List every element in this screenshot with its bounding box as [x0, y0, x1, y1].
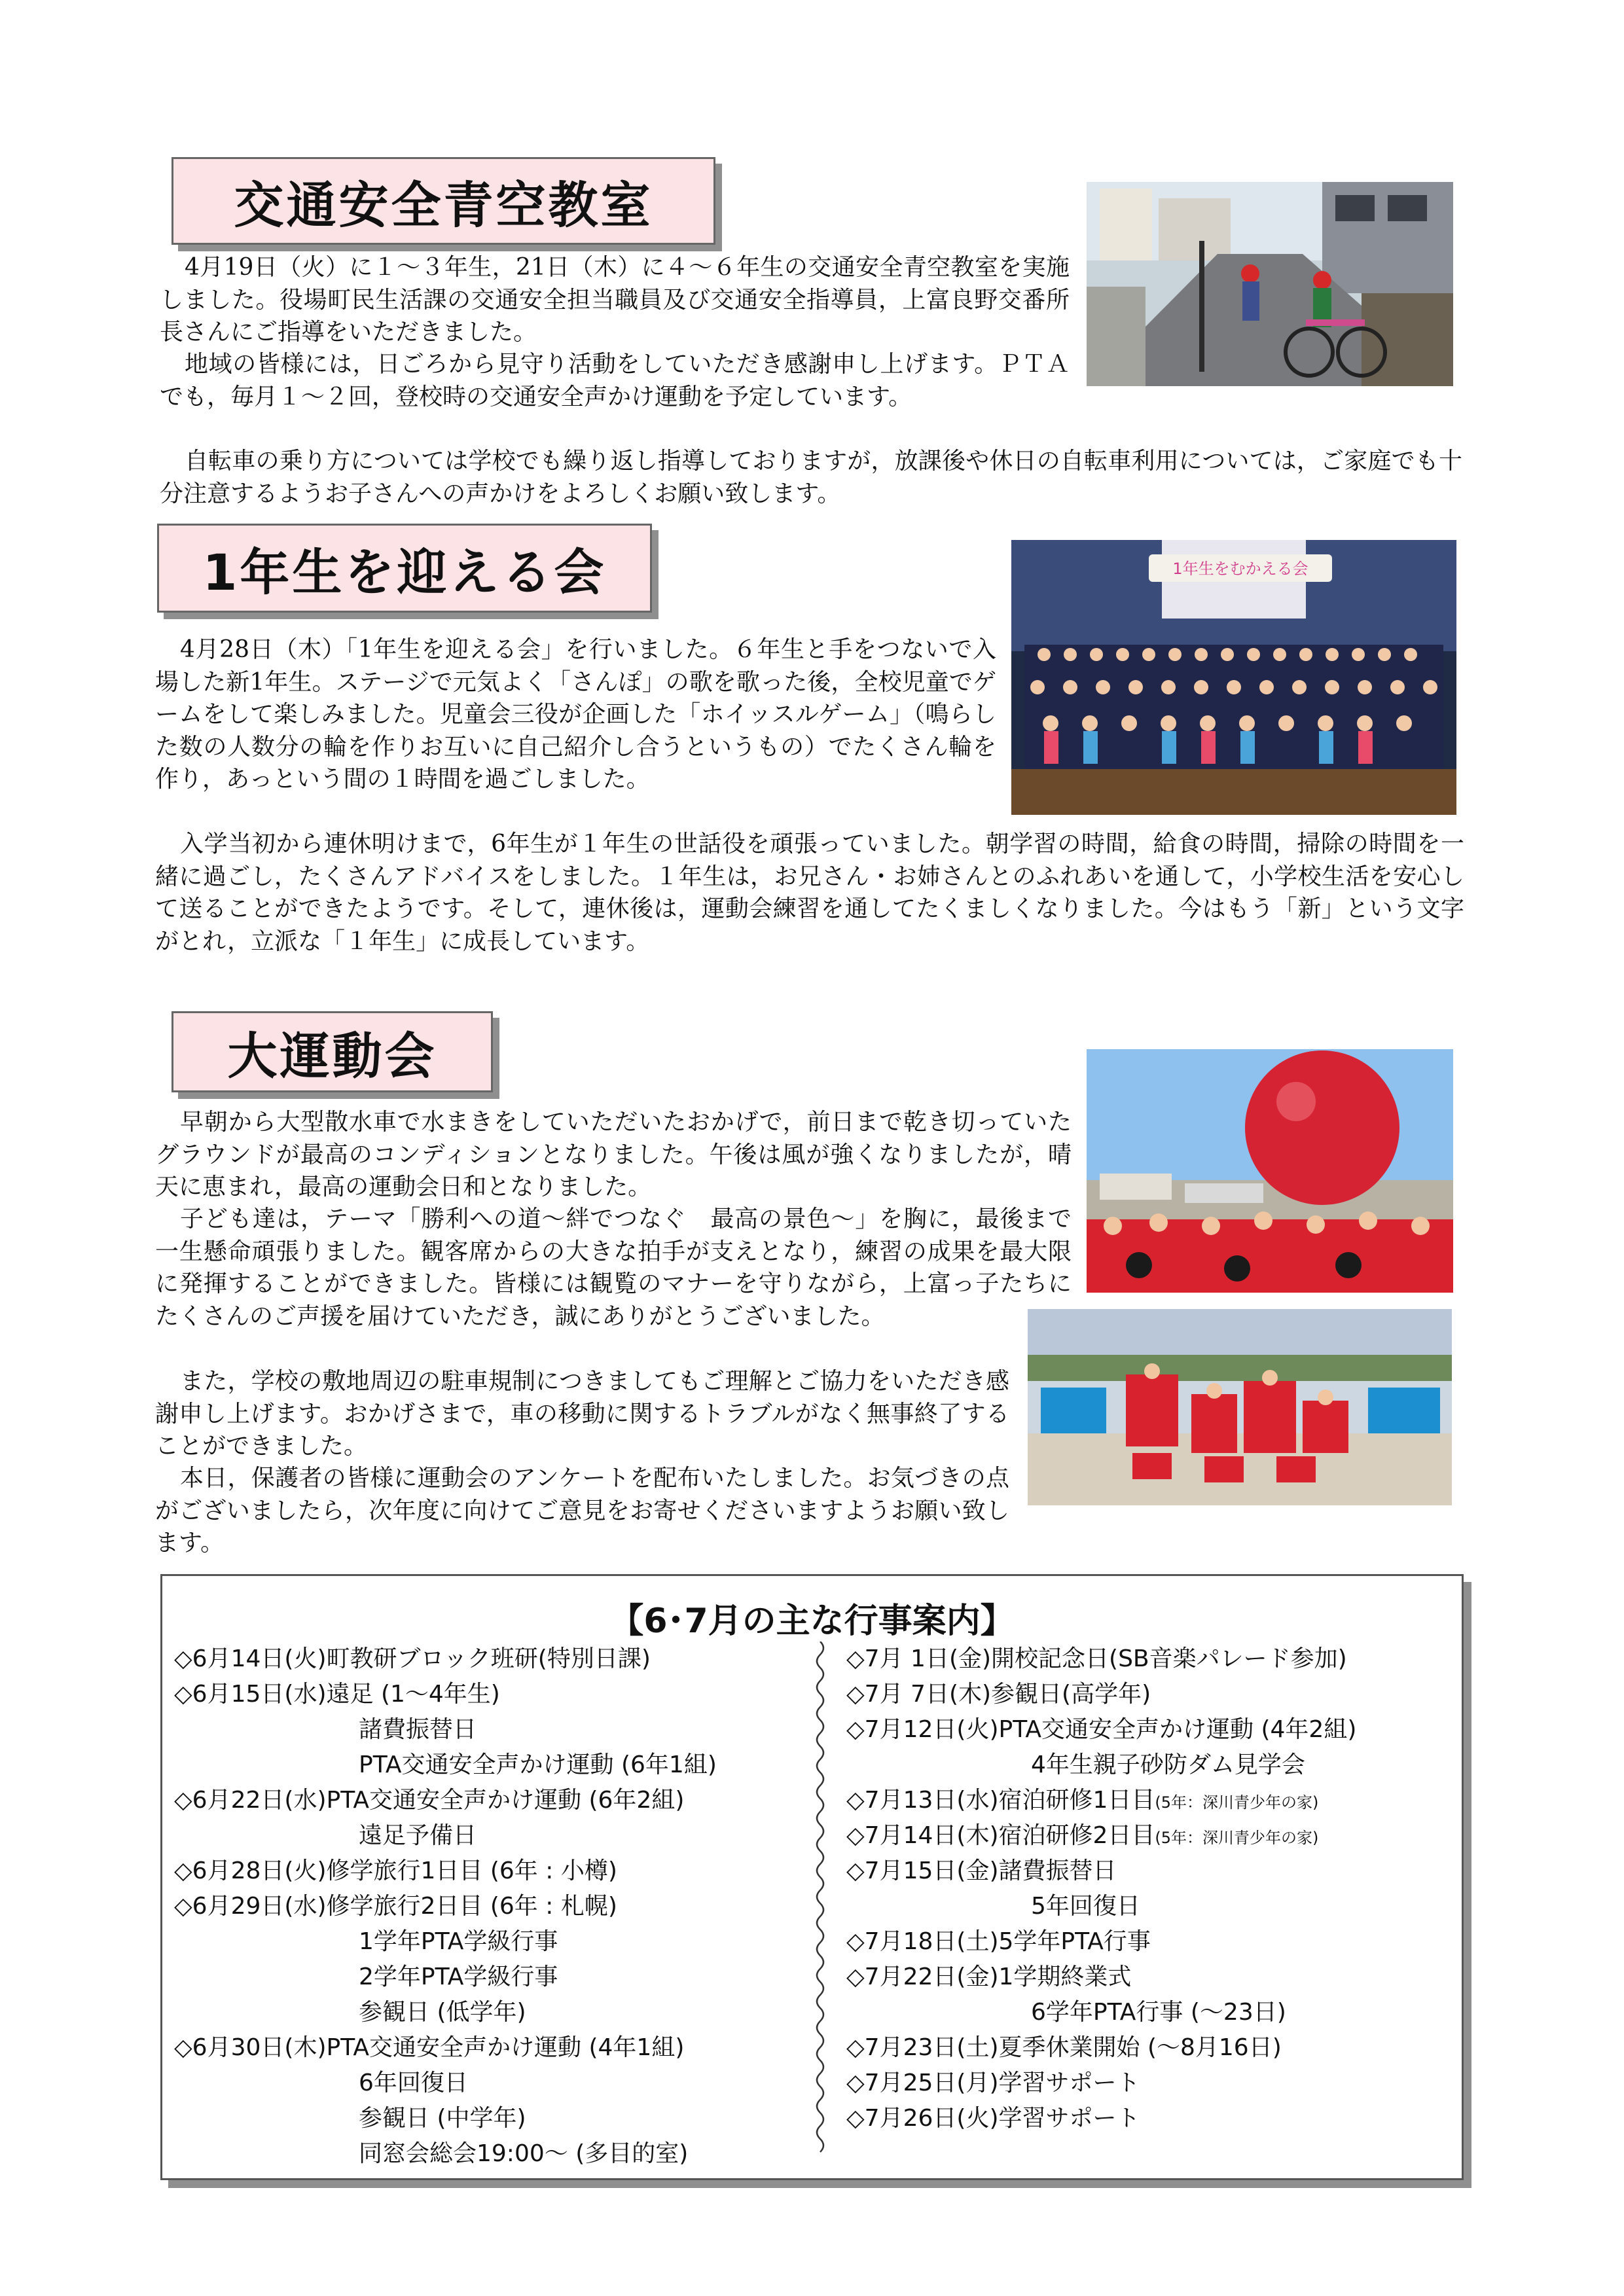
section1-paragraph-3: 自転車の乗り方については学校でも繰り返し指導しておりますが，放課後や休日の自転車利用については，ご家庭でも十分注意するようお子さんへの声かけをよろしくお願い致します。 — [160, 448, 1462, 507]
event-text: 諸費振替日 — [998, 1857, 1117, 1884]
event-text: 修学旅行1日目 (6年 : 小樽) — [326, 1857, 617, 1884]
event-date: ◇7月23日(土) — [846, 2034, 999, 2061]
event-row — [174, 2136, 717, 2172]
event-text: PTA交通安全声かけ運動 (6年1組) — [359, 1751, 717, 1778]
event-date: ◇7月22日(金) — [846, 1964, 999, 1990]
event-text: 参観日 (中学年) — [359, 2105, 526, 2132]
section1-paragraph-1: 4月19日（火）に１～３年生，21日（木）に４～６年生の交通安全青空教室を実施しました。役場町民生活課の交通安全担当職員及び交通安全指導員，上富良野交番所長さんにご指導をいただきました。 — [160, 254, 1070, 346]
event-note: (5年：深川青少年の家) — [1155, 1793, 1319, 1812]
event-date: ◇7月 7日(木) — [846, 1681, 992, 1708]
june-events-column — [174, 1641, 717, 2172]
event-text: 6年回復日 — [359, 2070, 468, 2096]
event-text: 夏季休業開始 (～8月16日) — [998, 2034, 1282, 2061]
event-row — [174, 2101, 717, 2136]
event-date: ◇7月 1日(金) — [846, 1645, 992, 1672]
event-row — [174, 1748, 717, 1783]
event-text: 1学年PTA学級行事 — [359, 1928, 558, 1955]
section3-paragraph-1: 早朝から大型散水車で水まきをしていただいたおかげで，前日まで乾き切っていたグラウンドが最高のコンディションとなりました。午後は風が強くなりましたが，晴天に恵まれ，最高の運動会日和となりました。 — [155, 1109, 1072, 1200]
section3-title: 大運動会 — [227, 1026, 437, 1085]
event-text: 修学旅行2日目 (6年 : 札幌) — [326, 1893, 617, 1920]
section1-paragraph-2: 地域の皆様には，日ごろから見守り活動をしていただき感謝申し上げます。ＰＴＡでも，毎月１～２回，登校時の交通安全声かけ運動を予定しています。 — [160, 351, 1070, 410]
section3-paragraph-2: 子ども達は，テーマ「勝利への道～絆でつなぐ 最高の景色～」を胸に，最後まで一生懸命頑張りました。観客席からの大きな拍手が支えとなり，練習の成果を最大限に発揮することができました。皆様には観覧のマナーを守りながら，上富っ子たちにたくさんのご声援を届けていただき，誠にありがとうございました。 — [155, 1206, 1072, 1330]
event-row — [846, 1889, 1356, 1924]
section3-paragraph-4: 本日，保護者の皆様に運動会のアンケートを配布いたしました。お気づきの点がございましたら，次年度に向けてご意見をお寄せくださいますようお願い致します。 — [155, 1465, 1009, 1556]
event-row — [846, 1818, 1356, 1854]
event-date: ◇6月29日(水) — [174, 1893, 327, 1920]
event-row — [174, 1995, 717, 2030]
event-text: 諸費振替日 — [359, 1716, 477, 1743]
event-row — [174, 1712, 717, 1748]
event-text: 1学期終業式 — [998, 1964, 1132, 1990]
event-row — [846, 1677, 1356, 1712]
event-row — [174, 1889, 717, 1924]
event-row — [846, 1641, 1356, 1677]
giant-ball-photo — [1087, 1049, 1453, 1293]
event-text: 5学年PTA行事 — [998, 1928, 1151, 1955]
section2-paragraph-2: 入学当初から連休明けまで，6年生が１年生の世話役を頑張っていました。朝学習の時間，給食の時間，掃除の時間を一緒に過ごし，たくさんアドバイスをしました。１年生は，お兄さん・お姉さんとのふれあいを通して，小学校生活を安心して送ることができたようです。そして，連休後は，運動会練習を通してたくましくなりました。今はもう「新」という文字がとれ，立派な「１年生」に成長しています。 — [155, 831, 1464, 955]
section3-paragraph-3: また，学校の敷地周辺の駐車規制につきましてもご理解とご協力をいただき感謝申し上げます。おかげさまで，車の移動に関するトラブルがなく無事終了することができました。 — [155, 1368, 1009, 1460]
event-date: ◇6月15日(水) — [174, 1681, 327, 1708]
event-date: ◇7月15日(金) — [846, 1857, 999, 1884]
event-text: 2学年PTA学級行事 — [359, 1964, 558, 1990]
event-note: (5年：深川青少年の家) — [1155, 1829, 1319, 1847]
section1-heading — [171, 157, 715, 245]
event-row — [846, 1712, 1356, 1748]
event-row — [846, 2101, 1356, 2136]
event-date: ◇6月22日(水) — [174, 1787, 327, 1814]
event-row — [174, 2066, 717, 2101]
column-divider — [812, 1641, 828, 2159]
event-row — [174, 1924, 717, 1960]
event-row — [846, 1854, 1356, 1889]
event-row — [174, 1960, 717, 1995]
traffic-safety-photo — [1087, 182, 1453, 386]
event-row — [846, 1924, 1356, 1960]
event-text: PTA交通安全声かけ運動 (4年1組) — [326, 2034, 685, 2061]
event-date: ◇7月18日(土) — [846, 1928, 999, 1955]
event-row — [174, 1783, 717, 1818]
event-date: ◇6月30日(木) — [174, 2034, 327, 2061]
schedule-title: 【6･7月の主な行事案内】 — [609, 1602, 1015, 1641]
ceremony-banner-text: 1年生をむかえる会 — [1172, 560, 1308, 578]
event-text: 宿泊研修1日目 — [998, 1787, 1155, 1814]
event-date: ◇7月26日(火) — [846, 2105, 999, 2132]
event-row — [846, 1995, 1356, 2030]
event-text: PTA交通安全声かけ運動 (6年2組) — [326, 1787, 685, 1814]
event-text: 遠足 (1～4年生) — [326, 1681, 500, 1708]
pyramid-photo — [1028, 1309, 1452, 1505]
event-date: ◇7月25日(月) — [846, 2070, 999, 2096]
event-date: ◇7月13日(水) — [846, 1787, 999, 1814]
event-row — [174, 1854, 717, 1889]
event-text: 学習サポート — [998, 2105, 1140, 2132]
section3-heading — [171, 1011, 493, 1092]
event-row — [846, 1748, 1356, 1783]
event-row — [846, 2030, 1356, 2066]
event-row — [846, 1783, 1356, 1818]
event-text: 宿泊研修2日目 — [998, 1822, 1155, 1849]
welcome-ceremony-photo — [1011, 540, 1456, 815]
event-date: ◇7月12日(火) — [846, 1716, 999, 1743]
event-row — [846, 2066, 1356, 2101]
event-row — [174, 1677, 717, 1712]
event-text: 参観日(高学年) — [991, 1681, 1151, 1708]
event-text: 学習サポート — [998, 2070, 1140, 2096]
section2-title: 1年生を迎える会 — [202, 543, 607, 601]
section2-paragraph-1: 4月28日（木）「1年生を迎える会」を行いました。６年生と手をつないで入場した新1年生。ステージで元気よく「さんぽ」の歌を歌った後，全校児童でゲームをして楽しみました。児童会三役が企画した「ホイッスルゲーム」（鳴らした数の人数分の輪を作りお互いに自己紹介し合うというもの）でたくさん輪を作り，あっという間の１時間を過ごしました。 — [155, 636, 996, 793]
event-text: 町教研ブロック班研(特別日課) — [326, 1645, 651, 1672]
event-text: 参観日 (低学年) — [359, 1999, 526, 2026]
event-text: 4年生親子砂防ダム見学会 — [1031, 1751, 1305, 1778]
event-text: 5年回復日 — [1031, 1893, 1140, 1920]
event-date: ◇6月28日(火) — [174, 1857, 327, 1884]
section1-title: 交通安全青空教室 — [234, 175, 653, 234]
events-schedule-box — [160, 1574, 1464, 2180]
event-row — [174, 1641, 717, 1677]
event-text: PTA交通安全声かけ運動 (4年2組) — [998, 1716, 1357, 1743]
section2-heading — [157, 524, 652, 613]
event-row — [174, 2030, 717, 2066]
event-text: 開校記念日(SB音楽パレード参加) — [991, 1645, 1347, 1672]
event-text: 同窓会総会19:00～ (多目的室) — [359, 2140, 689, 2167]
event-date: ◇7月14日(木) — [846, 1822, 999, 1849]
event-text: 6学年PTA行事 (～23日) — [1031, 1999, 1286, 2026]
july-events-column — [846, 1641, 1356, 2136]
event-row — [174, 1818, 717, 1854]
event-date: ◇6月14日(火) — [174, 1645, 327, 1672]
event-row — [846, 1960, 1356, 1995]
event-text: 遠足予備日 — [359, 1822, 477, 1849]
